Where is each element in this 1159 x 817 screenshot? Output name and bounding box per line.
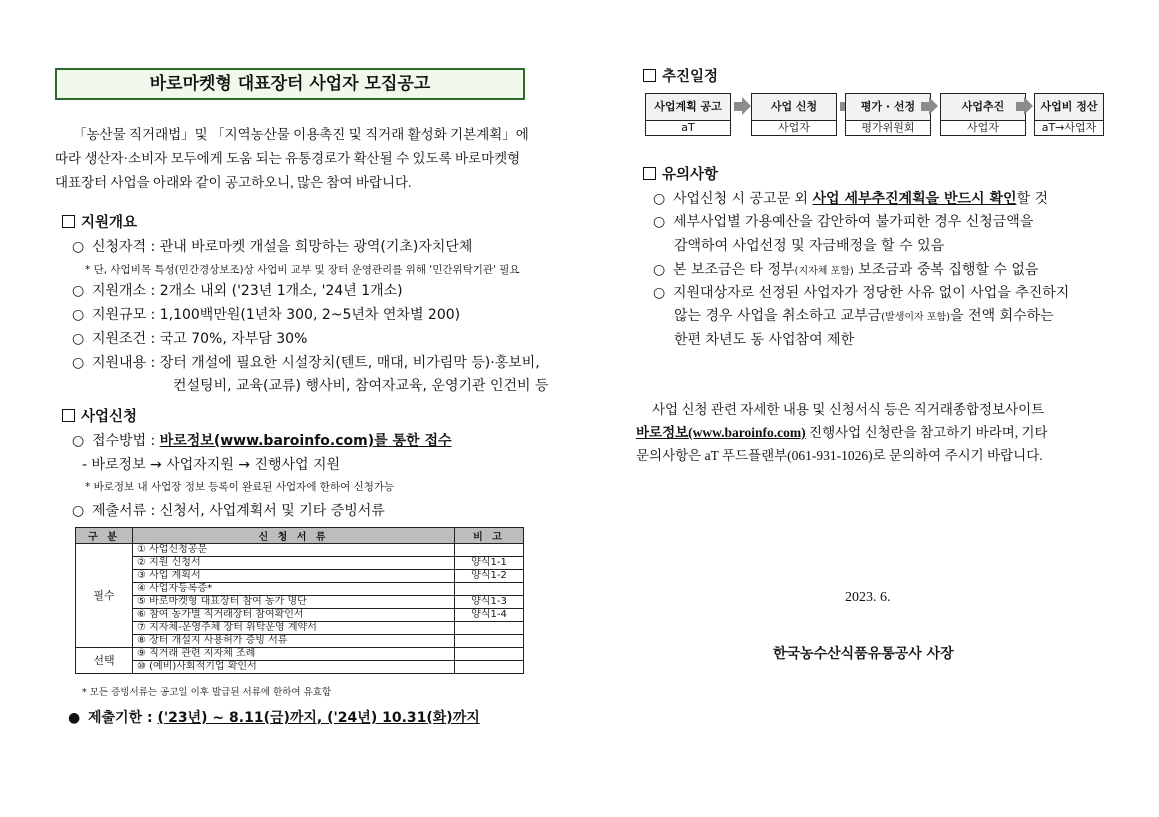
- doc-cell: ② 지원 신청서: [133, 557, 455, 570]
- section-heading-support: [62, 211, 137, 232]
- note-cell: 양식1-2: [455, 570, 524, 583]
- checkbox-square-icon: [643, 167, 656, 180]
- circle-bullet-icon: ○: [653, 214, 666, 230]
- contact-line-2: [636, 421, 1048, 444]
- flow-step-label: 평가 · 선정: [845, 93, 931, 120]
- flow-step-actor: aT: [645, 120, 731, 136]
- doc-cell: ⑤ 바로마켓형 대표장터 참여 농가 명단: [133, 596, 455, 609]
- support-qualification-note: * 단, 사업비목 특성(민간경상보조)상 사업비 교부 및 장터 운영관리를 위해 '민간위탁기관' 필요: [85, 264, 520, 276]
- flow-step-actor: 평가위원회: [845, 120, 931, 136]
- table-footnote: * 모든 증빙서류는 공고일 이후 발급된 서류에 한하여 유효함: [82, 687, 332, 698]
- circle-bullet-icon: ○: [72, 503, 85, 519]
- note-4: [653, 282, 1069, 302]
- flow-step-label: 사업 신청: [751, 93, 837, 120]
- contact-line-1: 사업 신청 관련 자세한 내용 및 신청서식 등은 직거래종합정보사이트: [652, 402, 1045, 417]
- doc-cell: ⑧ 장터 개설지 사용허가 증빙 서류: [133, 635, 455, 648]
- intro-paragraph: [55, 123, 530, 195]
- checkbox-square-icon: [643, 69, 656, 82]
- table-header-note: 비 고: [455, 528, 524, 544]
- table-row: [76, 583, 524, 596]
- flow-step-actor: 사업자: [940, 120, 1026, 136]
- support-content-text: 지원내용 : 장터 개설에 필요한 시설장치(텐트, 매대, 비가림막 등)·홍보비,: [92, 355, 540, 371]
- note-2-cont: 감액하여 사업선정 및 자금배정을 할 수 있음: [674, 238, 945, 254]
- support-scale: [72, 304, 460, 324]
- flow-step-apply: [751, 93, 837, 136]
- table-row: [76, 622, 524, 635]
- checkbox-square-icon: [62, 409, 75, 422]
- contact-line-3: 문의사항은 aT 푸드플랜부(061-931-1026)로 문의하여 주시기 바랍니다.: [636, 448, 1043, 463]
- circle-bullet-icon: ○: [72, 307, 85, 323]
- support-count: [72, 280, 403, 300]
- flow-step-announce: [645, 93, 731, 136]
- note-2-text: 세부사업별 가용예산을 감안하여 불가피한 경우 신청금액을: [673, 214, 1034, 230]
- note-4-small: (발생이자 포함): [881, 312, 951, 323]
- note-cell: [455, 622, 524, 635]
- note-4-cont: [674, 305, 1054, 325]
- apply-docs-text: 제출서류 : 신청서, 사업계획서 및 기타 증빙서류: [92, 503, 385, 519]
- note-cell: 양식1-1: [455, 557, 524, 570]
- notice-date: 2023. 6.: [845, 590, 891, 605]
- table-row: [76, 557, 524, 570]
- note-cell: 양식1-3: [455, 596, 524, 609]
- deadline-value: ('23년) ~ 8.11(금)까지, ('24년) 10.31(화)까지: [157, 710, 480, 726]
- flow-step-evaluate: [845, 93, 931, 136]
- note-4-cont-text: 않는 경우 사업을 취소하고 교부금: [674, 308, 882, 324]
- table-header-row: [76, 528, 524, 544]
- circle-bullet-icon: ○: [653, 262, 666, 278]
- note-cell: [455, 583, 524, 596]
- note-3-small: (지자체 포함): [794, 266, 854, 277]
- note-cell: 양식1-4: [455, 609, 524, 622]
- apply-method: [72, 430, 452, 450]
- support-condition: [72, 328, 307, 348]
- flow-step-label: 사업추진: [940, 93, 1026, 120]
- table-row: [76, 596, 524, 609]
- support-qualification: [72, 236, 472, 256]
- note-4-cont-end: 을 전액 회수하는: [950, 308, 1054, 324]
- circle-bullet-icon: ○: [72, 283, 85, 299]
- category-optional: 선택: [76, 648, 133, 674]
- flow-step-settle: [1034, 93, 1104, 136]
- note-cell: [455, 648, 524, 661]
- note-1: [653, 188, 1048, 208]
- contact-paragraph: [636, 398, 1048, 467]
- apply-method-label: 접수방법 :: [92, 433, 160, 449]
- apply-docs: [72, 500, 385, 520]
- circle-bullet-icon: ○: [72, 433, 85, 449]
- circle-bullet-icon: ○: [72, 355, 85, 371]
- intro-line-3: 대표장터 사업을 아래와 같이 공고하오니, 많은 참여 바랍니다.: [55, 175, 412, 190]
- section-heading-label: 사업신청: [81, 409, 138, 425]
- support-scale-text: 지원규모 : 1,100백만원(1년차 300, 2~5년차 연차별 200): [92, 307, 461, 323]
- section-heading-label: 추진일정: [662, 69, 719, 85]
- doc-cell: ① 사업신청공문: [133, 544, 455, 557]
- section-heading-label: 지원개요: [81, 215, 138, 231]
- table-row: [76, 635, 524, 648]
- doc-cell: ⑩ (예비)사회적기업 확인서: [133, 661, 455, 674]
- intro-line-2: 따라 생산자·소비자 모두에게 도움 되는 유통경로가 확산될 수 있도록 바로마켓형: [55, 151, 521, 166]
- checkbox-square-icon: [62, 215, 75, 228]
- doc-cell: ⑦ 지자체-운영주체 장터 위탁운영 계약서: [133, 622, 455, 635]
- doc-cell: ③ 사업 계획서: [133, 570, 455, 583]
- baroinfo-link[interactable]: 바로정보(www.baroinfo.com): [636, 425, 806, 440]
- table-row: [76, 661, 524, 674]
- table-row: [76, 609, 524, 622]
- support-content: [72, 352, 540, 372]
- note-4-text: 지원대상자로 선정된 사업자가 정당한 사유 없이 사업을 추진하지: [673, 285, 1070, 301]
- table-row: [76, 544, 524, 557]
- section-heading-notes: [643, 163, 718, 184]
- circle-bullet-icon: ○: [72, 239, 85, 255]
- section-heading-apply: [62, 405, 137, 426]
- apply-path-note: * 바로정보 내 사업장 정보 등록이 완료된 사업자에 한하여 신청가능: [85, 481, 395, 493]
- table-row: [76, 648, 524, 661]
- flow-step-execute: [940, 93, 1026, 136]
- circle-bullet-icon: ○: [653, 285, 666, 301]
- flow-step-actor: 사업자: [751, 120, 837, 136]
- note-cell: [455, 544, 524, 557]
- section-heading-schedule: [643, 65, 718, 86]
- note-1-text-end: 할 것: [1016, 191, 1048, 207]
- page-title: 바로마켓형 대표장터 사업자 모집공고: [55, 68, 525, 100]
- apply-path: - 바로정보 → 사업자지원 → 진행사업 지원: [82, 457, 341, 473]
- section-heading-label: 유의사항: [662, 167, 719, 183]
- support-qualification-text: 신청자격 : 관내 바로마켓 개설을 희망하는 광역(기초)자치단체: [92, 239, 473, 255]
- flow-step-label: 사업비 정산: [1034, 93, 1104, 120]
- flow-step-label: 사업계획 공고: [645, 93, 731, 120]
- table-row: [76, 570, 524, 583]
- note-cell: [455, 661, 524, 674]
- table-header-category: 구 분: [76, 528, 133, 544]
- documents-table: [75, 527, 524, 674]
- note-3-text-end: 보조금과 중복 집행할 수 없음: [853, 262, 1039, 278]
- table-header-documents: 신 청 서 류: [133, 528, 455, 544]
- note-3: [653, 259, 1038, 279]
- note-4-cont-2: 한편 차년도 동 사업참여 제한: [674, 332, 855, 348]
- circle-bullet-icon: ○: [653, 191, 666, 207]
- intro-line-1: 「농산물 직거래법」및 「지역농산물 이용촉진 및 직거래 활성화 기본계획」에: [73, 127, 529, 142]
- doc-cell: ⑥ 참여 농가별 직거래장터 참여확인서: [133, 609, 455, 622]
- doc-cell: ④ 사업자등록증*: [133, 583, 455, 596]
- contact-line-2-text: 진행사업 신청란을 참고하기 바라며, 기타: [805, 425, 1048, 440]
- circle-bullet-icon: ○: [72, 331, 85, 347]
- note-1-text: 사업신청 시 공고문 외: [673, 191, 813, 207]
- flow-step-actor: aT→사업자: [1034, 120, 1104, 136]
- support-count-text: 지원개소 : 2개소 내외 ('23년 1개소, '24년 1개소): [92, 283, 403, 299]
- baroinfo-link[interactable]: 바로정보(www.baroinfo.com)를 통한 접수: [159, 433, 452, 449]
- note-cell: [455, 635, 524, 648]
- support-content-cont: 컨설팅비, 교육(교류) 행사비, 참여자교육, 운영기관 인건비 등: [173, 378, 549, 394]
- category-required: 필수: [76, 544, 133, 648]
- issuer-signature: 한국농수산식품유통공사 사장: [773, 646, 954, 662]
- note-2: [653, 211, 1033, 231]
- circle-bullet-icon: ●: [68, 710, 81, 726]
- note-3-text: 본 보조금은 타 정부: [673, 262, 795, 278]
- support-condition-text: 지원조건 : 국고 70%, 자부담 30%: [92, 331, 308, 347]
- deadline-label: 제출기한 :: [88, 710, 158, 726]
- doc-cell: ⑨ 직거래 관련 지자체 조례: [133, 648, 455, 661]
- deadline: [68, 707, 480, 727]
- note-1-emphasis: 사업 세부추진계획을 반드시 확인: [812, 191, 1017, 207]
